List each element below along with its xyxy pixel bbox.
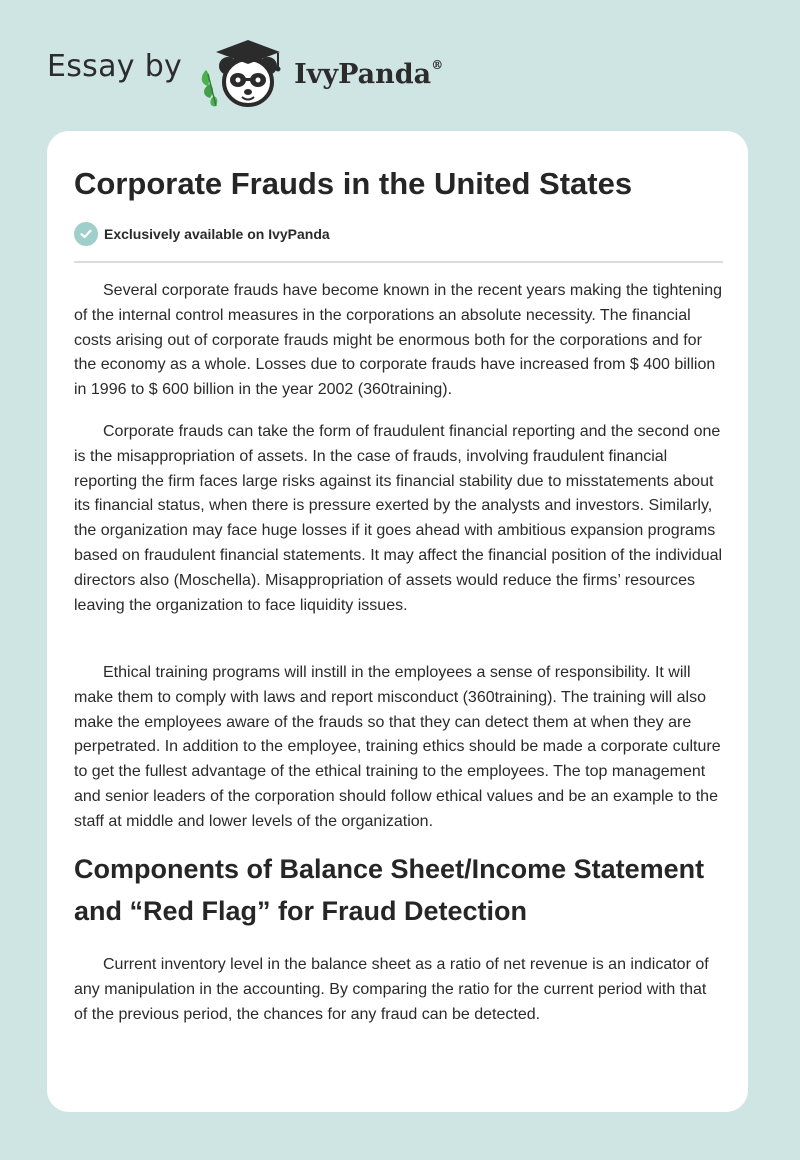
paragraph: Current inventory level in the balance sheet as a ratio of net revenue is an indicator of any manipulation in the accounting. By comparing the ratio for the current period with that of the previous period, the chances for any fraud can be detected. — [74, 956, 709, 1023]
essay-by-label: Essay by — [47, 48, 183, 84]
divider — [74, 261, 723, 263]
exclusive-label: Exclusively available on IvyPanda — [104, 226, 330, 242]
article-card — [47, 131, 748, 1112]
site-header — [47, 34, 443, 114]
brand-name[interactable]: IvyPanda® — [294, 57, 444, 90]
paragraph: Several corporate frauds have become known in the recent years making the tightening of the internal control measures in the corporations an absolute necessity. The financial costs arising out of corporate frauds might be enormous both for the corporations and for the economy as a whole. Losses due to corporate frauds have increased from $ 400 billion in 1996 to $ 600 billion in the year 2002 (360training). — [74, 282, 723, 399]
paragraph: Ethical training programs will instill in the employees a sense of responsibility. It will make them to comply with laws and report misconduct (360training). The training will also make the employees aware of the frauds so that they can detect them at when they are perpetrated. In addition to the employee, training ethics should be made a corporate culture to get the fullest advantage of the ethical training to the employees. The top management and senior leaders of the corporation should follow ethical values and be an example to the staff at middle and lower levels of the organization. — [74, 664, 721, 830]
page-title: Corporate Frauds in the United States — [74, 166, 633, 201]
panda-graduate-icon[interactable] — [196, 34, 292, 114]
check-circle-icon — [74, 222, 98, 246]
section-heading: Components of Balance Sheet/Income Statement and “Red Flag” for Fraud Detection — [74, 854, 705, 926]
exclusive-badge — [74, 222, 330, 246]
paragraph: Corporate frauds can take the form of fraudulent financial reporting and the second one is the misappropriation of assets. In the case of frauds, involving fraudulent financial reporting the firm faces large risks against its financial stability due to misstatements about its financial status, when there is pressure exerted by the analysts and investors. Similarly, the organization may face huge losses if it goes ahead with ambitious expansion programs based on fraudulent financial statements. It may affect the financial position of the individual directors also (Moschella). Misappropriation of assets would reduce the firms’ resources leaving the organization to face liquidity issues. — [74, 423, 723, 614]
registered-mark: ® — [431, 57, 444, 72]
